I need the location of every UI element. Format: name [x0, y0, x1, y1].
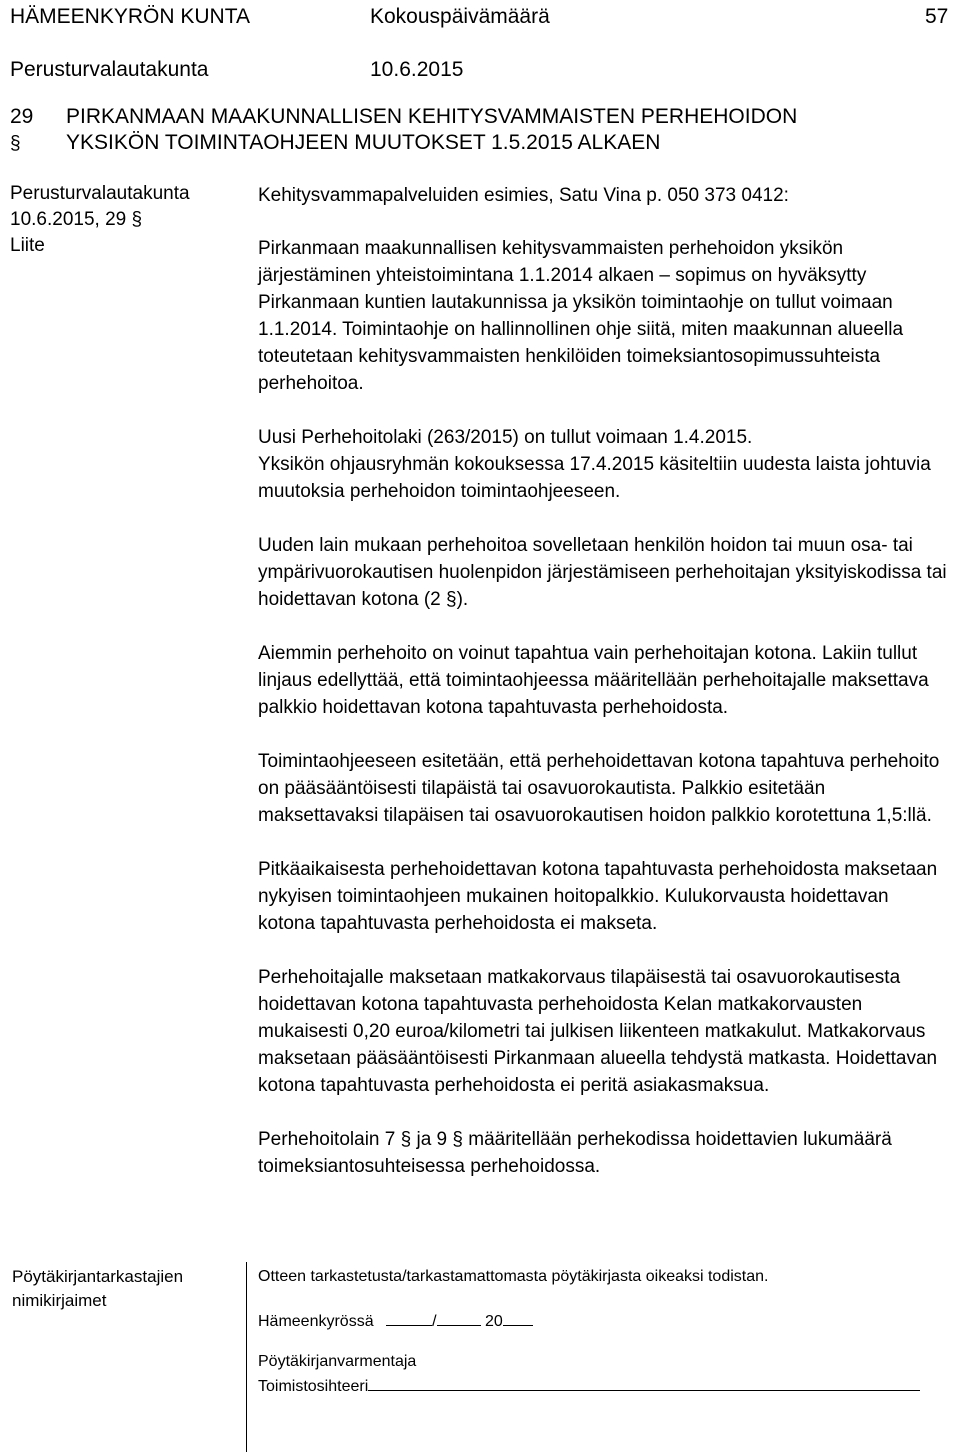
paragraph-6: Pitkäaikaisesta perhehoidettavan kotona tapahtuvasta perhehoidosta maksetaan nykyisen toimintaohjeen mukainen hoitopalkkio. Kulukorvausta hoidettavan kotona tapahtuvasta perhehoidosta ei makseta.: [258, 859, 938, 934]
item-meta: [10, 181, 190, 259]
footer-certification: [258, 1265, 920, 1399]
day-blank: [386, 1309, 432, 1326]
year-blank: [503, 1309, 533, 1326]
paragraph-3: Uuden lain mukaan perhehoitoa sovelletaan henkilön hoidon tai muun osa- tai ympärivuorokautisen huolenpidon järjestämiseen perhehoitajan yksityiskodissa tai hoidettavan kotona (2 §).: [258, 535, 947, 610]
paragraph-2a: Uusi Perhehoitolaki (263/2015) on tullut voimaan 1.4.2015.: [258, 427, 753, 448]
footer-divider: [246, 1262, 247, 1452]
meta-attachment: Liite: [10, 235, 45, 256]
paragraph-8: Perhehoitolain 7 § ja 9 § määritellään perhekodissa hoidettavien lukumäärä toimeksiantosuhteisessa perhehoidossa.: [258, 1129, 892, 1177]
item-number: 29 §: [10, 105, 34, 154]
title-line-2: YKSIKÖN TOIMINTAOHJEEN MUUTOKSET 1.5.2015 ALKAEN: [66, 131, 661, 154]
contact-line: Kehitysvammapalveluiden esimies, Satu Vina p. 050 373 0412:: [258, 185, 789, 206]
secretary-line: Toimistosihteeri: [258, 1374, 920, 1399]
title-line-1: PIRKANMAAN MAAKUNNALLISEN KEHITYSVAMMAISTEN PERHEHOIDON: [66, 105, 798, 128]
page-number: 57: [925, 5, 949, 28]
verifier-label: Pöytäkirjanvarmentaja: [258, 1353, 417, 1370]
footer-initials-box: [12, 1265, 183, 1313]
paragraph-7: Perhehoitajalle maksetaan matkakorvaus tilapäisestä tai osavuorokautisesta hoidettavan kotona tapahtuvasta perhehoidosta Kelan matkakorvausten mukaisesti 0,20 euroa/kilometri tai julkisen liikenteen matkakulut. Matkakorvaus maksetaan pääsääntöisesti Pirkanmaan alueella tehdystä matkasta. Hoidettavan kotona tapahtuvasta perhehoidosta ei peritä asiakasmaksua.: [258, 967, 938, 1096]
municipality-name: HÄMEENKYRÖN KUNTA: [10, 5, 250, 28]
certify-text: Otteen tarkastetusta/tarkastamattomasta pöytäkirjasta oikeaksi todistan.: [258, 1268, 769, 1285]
paragraph-2b: Yksikön ohjausryhmän kokouksessa 17.4.2015 käsiteltiin uudesta laista johtuvia muutoksia perhehoidon toimintaohjeeseen.: [258, 454, 931, 502]
month-blank: [437, 1309, 481, 1326]
place-date-line: Hämeenkyrössä / 20: [258, 1309, 920, 1334]
meeting-date: 10.6.2015: [370, 58, 464, 81]
paragraph-1: Pirkanmaan maakunnallisen kehitysvammaisten perhehoidon yksikön järjestäminen yhteistoimintana 1.1.2014 alkaen – sopimus on hyväksytty Pirkanmaan kuntien lautakunnissa ja yksikön toimintaohje on tullut voimaan 1.1.2014. Toimintaohje on hallinnollinen ohje siitä, miten maakunnan alueella toteutetaan kehitysvammaisten henkilöiden toimeksiantosopimussuhteista perhehoitoa.: [258, 238, 904, 394]
signature-blank: [368, 1374, 920, 1391]
committee-name: Perusturvalautakunta: [10, 58, 209, 81]
paragraph-4: Aiemmin perhehoito on voinut tapahtua vain perhehoitajan kotona. Lakiin tullut linjaus edellyttää, että toimintaohjeessa määritellään perhehoitajalle maksettava palkkio hoidettavan kotona tapahtuvasta perhehoidosta.: [258, 643, 929, 718]
footer-initials-label-1: Pöytäkirjantarkastajien: [12, 1267, 184, 1286]
footer-initials-label-2: nimikirjaimet: [12, 1291, 107, 1310]
paragraph-5: Toimintaohjeeseen esitetään, että perhehoidettavan kotona tapahtuva perhehoito on pääsääntöisesti tilapäistä tai osavuorokautista. Palkkio esitetään maksettavaksi tilapäisen tai osavuorokautisen hoidon palkkio korotettuna 1,5:llä.: [258, 751, 940, 826]
item-body: [258, 185, 948, 1207]
meta-committee: Perusturvalautakunta: [10, 183, 190, 204]
document-type: Kokouspäivämäärä: [370, 5, 550, 28]
meta-ref: 10.6.2015, 29 §: [10, 209, 143, 230]
